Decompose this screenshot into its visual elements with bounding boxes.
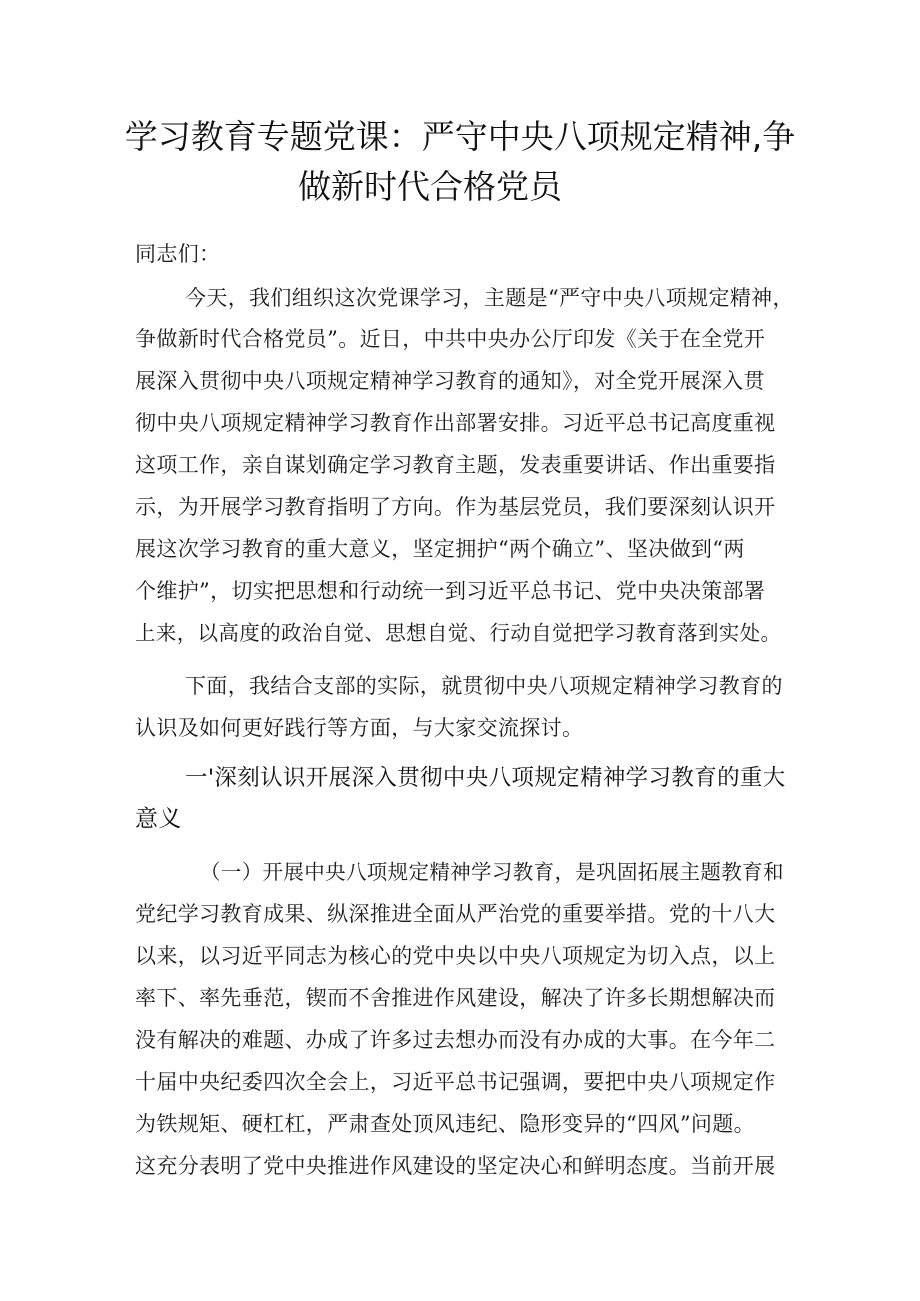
intro-line: 彻中央八项规定精神学习教育作出部署安排。习近平总书记高度重视 <box>135 411 776 435</box>
subsection-line: 以来，以习近平同志为核心的党中央以中央八项规定为切入点，以上 <box>135 944 776 968</box>
section-heading-line: 意义 <box>135 806 182 832</box>
intro-line: 争做新时代合格党员”。近日，中共中央办公厅印发《关于在全党开 <box>135 327 766 351</box>
subsection-line: 为铁规矩、硬杠杠，严肃查处顶风违纪、隐形变异的“四风”问题。 <box>135 1112 755 1136</box>
subsection-line: 率下、率先垂范，锲而不舍推进作风建设，解决了许多长期想解决而 <box>135 986 776 1010</box>
salutation: 同志们： <box>135 242 221 266</box>
section-heading-line: 一'深刻认识开展深入贯彻中央八项规定精神学习教育的重大 <box>185 765 786 791</box>
intro-line: 上来，以高度的政治自觉、思想自觉、行动自觉把学习教育落到实处。 <box>135 621 782 645</box>
subsection-line: 这充分表明了党中央推进作风建设的坚定决心和鲜明态度。当前开展 <box>135 1154 776 1178</box>
transition-line: 认识及如何更好践行等方面，与大家交流探讨。 <box>135 716 584 740</box>
intro-line: 展深入贯彻中央八项规定精神学习教育的通知》，对全党开展深入贯 <box>135 369 765 393</box>
document-title-line-1: 学习教育专题党课：严守中央八项规定精神,争 <box>124 117 796 156</box>
document-title-line-2: 做新时代合格党员 <box>298 167 562 206</box>
intro-line: 展这次学习教育的重大意义，坚定拥护“两个确立”、坚决做到“两 <box>135 537 745 561</box>
intro-line: 个维护”，切实把思想和行动统一到习近平总书记、党中央决策部署 <box>135 579 766 603</box>
subsection-line: 党纪学习教育成果、纵深推进全面从严治党的重要举措。党的十八大 <box>135 902 776 926</box>
subsection-line: （一）开展中央八项规定精神学习教育，是巩固拓展主题教育和 <box>200 860 784 884</box>
intro-line: 今天，我们组织这次党课学习，主题是“严守中央八项规定精神， <box>185 286 794 310</box>
transition-line: 下面，我结合支部的实际，就贯彻中央八项规定精神学习教育的 <box>185 674 783 698</box>
subsection-line: 没有解决的难题、办成了许多过去想办而没有办成的大事。在今年二 <box>135 1028 776 1052</box>
subsection-line: 十届中央纪委四次全会上，习近平总书记强调，要把中央八项规定作 <box>135 1070 776 1094</box>
intro-line: 这项工作，亲自谋划确定学习教育主题，发表重要讲话、作出重要指 <box>135 453 776 477</box>
intro-line: 示，为开展学习教育指明了方向。作为基层党员，我们要深刻认识开 <box>135 495 776 519</box>
